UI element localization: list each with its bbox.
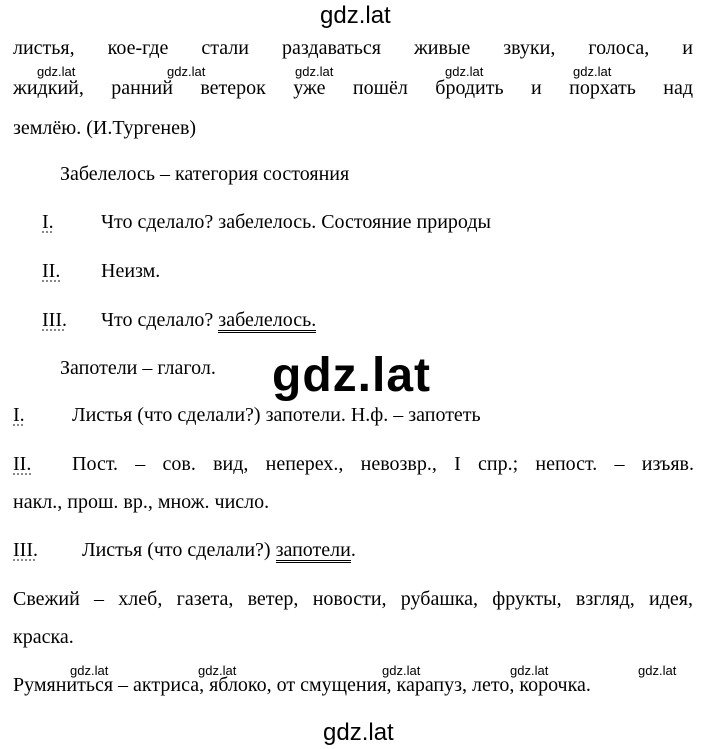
watermark-small: gdz.lat — [37, 64, 76, 79]
underlined-word: запотели — [275, 539, 351, 561]
text-line-fresh: Свежий – хлеб, газета, ветер, новости, рубашка, фрукты, взгляд, идея, — [13, 588, 693, 610]
watermark-small: gdz.lat — [445, 64, 484, 79]
section2-item-text: Листья (что сделали?) запотели. Н.ф. – запотеть — [72, 404, 481, 426]
watermark-small: gdz.lat — [382, 663, 421, 678]
watermark-top: gdz.lat — [320, 2, 391, 29]
text-line-3: землёю. (И.Тургенев) — [13, 117, 197, 139]
watermark-small: gdz.lat — [295, 64, 334, 79]
section1-item-num: III. — [42, 309, 67, 331]
watermark-small: gdz.lat — [167, 64, 206, 79]
period: . — [350, 539, 356, 561]
section2-item-num: I. — [13, 404, 25, 426]
section2-item-text: Пост. – сов. вид, неперех., невозвр., I спр.; непост. – изъяв. — [72, 453, 694, 475]
watermark-small: gdz.lat — [198, 663, 237, 678]
watermark-small: gdz.lat — [573, 64, 612, 79]
text-line-fresh-cont: краска. — [13, 626, 74, 648]
section1-item-text — [101, 308, 316, 333]
section1-item-text: Неизм. — [101, 260, 161, 282]
section2-item-num: II. — [13, 453, 32, 475]
text-line-2: жидкий, ранний ветерок уже пошёл бродить и порхать над — [13, 77, 693, 99]
section2-item-text-main: Листья (что сделали?) — [82, 539, 271, 561]
watermark-small: gdz.lat — [638, 663, 677, 678]
text-line-1: листья, кое-где стали раздаваться живые звуки, голоса, и — [13, 37, 693, 59]
watermark-bottom: gdz.lat — [323, 719, 394, 746]
text-line-blush: Румяниться – актриса, яблоко, от смущения, карапуз, лето, корочка. — [13, 674, 591, 696]
section1-item-text: Что сделало? забелелось. Состояние природы — [101, 211, 491, 233]
watermark-small: gdz.lat — [70, 663, 109, 678]
section2-item-text-cont: накл., прош. вр., множ. число. — [13, 491, 270, 513]
section1-item-text-main: Что сделало? — [101, 309, 214, 331]
section1-item-num: I. — [42, 211, 54, 233]
watermark-small: gdz.lat — [510, 663, 549, 678]
section2-item-text — [82, 538, 356, 563]
underlined-word: забелелось. — [218, 309, 317, 331]
section2-item-num: III. — [13, 539, 38, 561]
section1-heading: Забелелось – категория состояния — [60, 163, 350, 185]
section2-heading: Запотели – глагол. — [60, 357, 216, 379]
watermark-center: gdz.lat — [272, 349, 431, 402]
section1-item-num: II. — [42, 260, 61, 282]
